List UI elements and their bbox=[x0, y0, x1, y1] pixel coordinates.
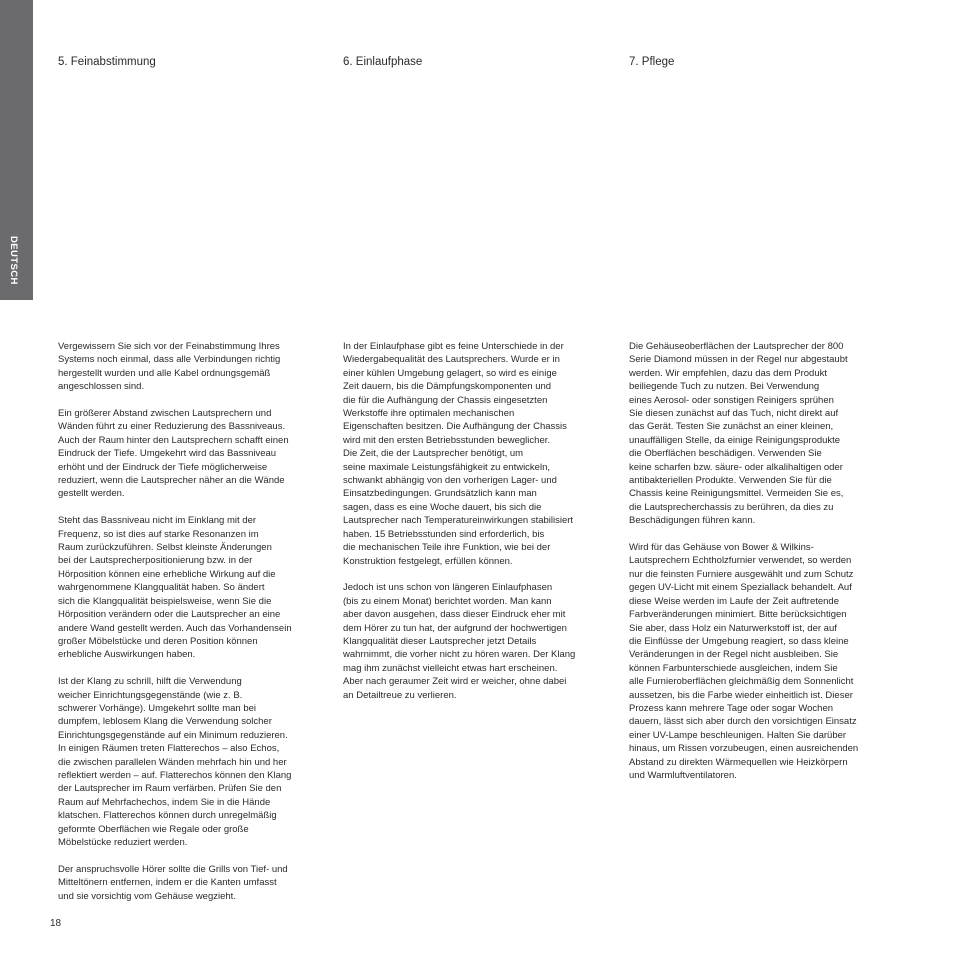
paragraph: Vergewissern Sie sich vor der Feinabstimmung Ihres Systems noch einmal, dass alle Verbindungen richtig hergestellt wurden und alle Kabel ordnungsgemäß angeschlossen sind. bbox=[58, 341, 281, 393]
paragraph: Steht das Bassniveau nicht im Einklang mit der Frequenz, so ist dies auf starke Resonanzen im Raum zurückzuführen. Selbst kleinste Änderungen bei der Lautsprecherpositionierung bzw. in der Hörposition können eine erhebliche Wirkung auf die wahrgenommene Klangqualität haben. So ändert sich die Klangqualität beispielsweise, wenn Sie die Hörposition verändern oder die Lautsprecher an eine andere Wand gestellt werden. Auch das Vorhandensein großer Möbelstücke und deren Position können erhebliche Auswirkungen haben. bbox=[58, 515, 292, 661]
paragraph: Ist der Klang zu schrill, hilft die Verwendung weicher Einrichtungsgegenstände (wie z. B. schwerer Vorhänge). Umgekehrt sollte man bei dumpfem, leblosem Klang die Verwendung solcher Einrichtungsgegenstände auf ein Minimum reduzieren. In einigen Räumen treten Flatterechos – also Echos, die zwischen parallelen Wänden mehrfach hin und her reflektiert werden – auf. Flatterechos können den Klang der Lautsprecher im Raum verfärben. Prüfen Sie den Raum auf Mehrfachechos, indem Sie in die Hände klatschen. Flatterechos können durch unregelmäßig geformte Oberflächen wie Regale oder große Möbelstücke reduziert werden. bbox=[58, 676, 292, 848]
section-heading-feinabstimmung: 5. Feinabstimmung bbox=[58, 56, 156, 68]
page-number: 18 bbox=[50, 918, 62, 929]
paragraph: Die Gehäuseoberflächen der Lautsprecher der 800 Serie Diamond müssen in der Regel nur abgestaubt werden. Wir empfehlen, dazu das dem Produkt beiliegende Tuch zu nutzen. Bei Verwendung eines Aerosol- oder sonstigen Reinigers sprühen Sie diesen zunächst auf das Tuch, nicht direkt auf das Gerät. Testen Sie zunächst an einer kleinen, unauffälligen Stelle, da einige Reinigungsprodukte die Oberflächen beschädigen. Verwenden Sie keine scharfen bzw. säure- oder alkalihaltigen oder antibakteriellen Produkte. Verwenden Sie für die Chassis keine Reinigungsmittel. Vermeiden Sie es, die Lautsprecherchassis zu berühren, da dies zu Beschädigungen führen kann. bbox=[629, 341, 848, 527]
paragraph: Wird für das Gehäuse von Bower & Wilkins- Lautsprechern Echtholzfurnier verwendet, so werden nur die feinsten Furniere ausgewählt und zum Schutz gegen UV-Licht mit einem Speziallack behandelt. Auf diese Weise werden im Laufe der Zeit auftretende Farbveränderungen minimiert. Bitte berücksichtigen Sie aber, dass Holz ein Naturwerkstoff ist, der auf die Einflüsse der Umgebung reagiert, so dass kleine Veränderungen in der Regel nicht ausbleiben. Sie können Farbunterschiede ausgleichen, indem Sie alle Furnieroberflächen gleichmäßig dem Sonnenlicht aussetzen, bis die Farbe wieder einheitlich ist. Dieser Prozess kann mehrere Tage oder sogar Wochen dauern, lässt sich aber durch den vorsichtigen Einsatz einer UV-Lampe beschleunigen. Halten Sie darüber hinaus, um Rissen vorzubeugen, einen ausreichenden Abstand zu direkten Wärmequellen wie Heizkörpern und Warmluftventilatoren. bbox=[629, 542, 859, 781]
section-heading-einlaufphase: 6. Einlaufphase bbox=[343, 56, 423, 68]
section-heading-pflege: 7. Pflege bbox=[629, 56, 675, 68]
paragraph: In der Einlaufphase gibt es feine Unterschiede in der Wiedergabequalität des Lautsprechers. Wurde er in einer kühlen Umgebung gelagert, so wird es einige Zeit dauern, bis die Dämpfungskomponenten und die für die Aufhängung der Chassis eingesetzten Werkstoffe ihre optimalen mechanischen Eigenschaften besitzen. Die Aufhängung der Chassis wird mit den ersten Betriebsstunden beweglicher. Die Zeit, die der Lautsprecher benötigt, um seine maximale Leistungsfähigkeit zu entwickeln, schwankt abhängig von den vorherigen Lager- und Einsatzbedingungen. Grundsätzlich kann man sagen, dass es eine Woche dauert, bis sich die Lautsprecher nach Temperatureinwirkungen stabilisiert haben. 15 Betriebsstunden sind erforderlich, bis die mechanischen Teile ihre Funktion, wie bei der Konstruktion festgelegt, erfüllen können. bbox=[343, 341, 574, 567]
language-label: DEUTSCH bbox=[8, 236, 19, 285]
section-body-pflege bbox=[629, 340, 901, 796]
paragraph: Jedoch ist uns schon von längeren Einlaufphasen (bis zu einem Monat) berichtet worden. Man kann aber davon ausgehen, dass dieser Eindruck eher mit dem Hörer zu tun hat, der aufgrund der hochwertigen Klangqualität dieser Lautsprecher jetzt Details wahrnimmt, die vorher nicht zu hören waren. Der Klang mag ihm zunächst vielleicht etwas hart erscheinen. Aber nach geraumer Zeit wird er weicher, ohne dabei an Detailtreue zu verlieren. bbox=[343, 582, 576, 701]
section-body-einlaufphase bbox=[343, 340, 615, 715]
section-body-feinabstimmung bbox=[58, 340, 330, 916]
paragraph: Ein größerer Abstand zwischen Lautsprechern und Wänden führt zu einer Reduzierung des Bassniveaus. Auch der Raum hinter den Lautsprechern schafft einen Eindruck der Tiefe. Umgekehrt wird das Bassniveau erhöht und der Eindruck der Tiefe möglicherweise reduziert, wenn die Lautsprecher näher an die Wände gestellt werden. bbox=[58, 408, 289, 500]
language-tab bbox=[0, 0, 33, 300]
paragraph: Der anspruchsvolle Hörer sollte die Grills von Tief- und Mitteltönern entfernen, indem er die Kanten umfasst und sie vorsichtig vom Gehäuse wegzieht. bbox=[58, 863, 288, 902]
